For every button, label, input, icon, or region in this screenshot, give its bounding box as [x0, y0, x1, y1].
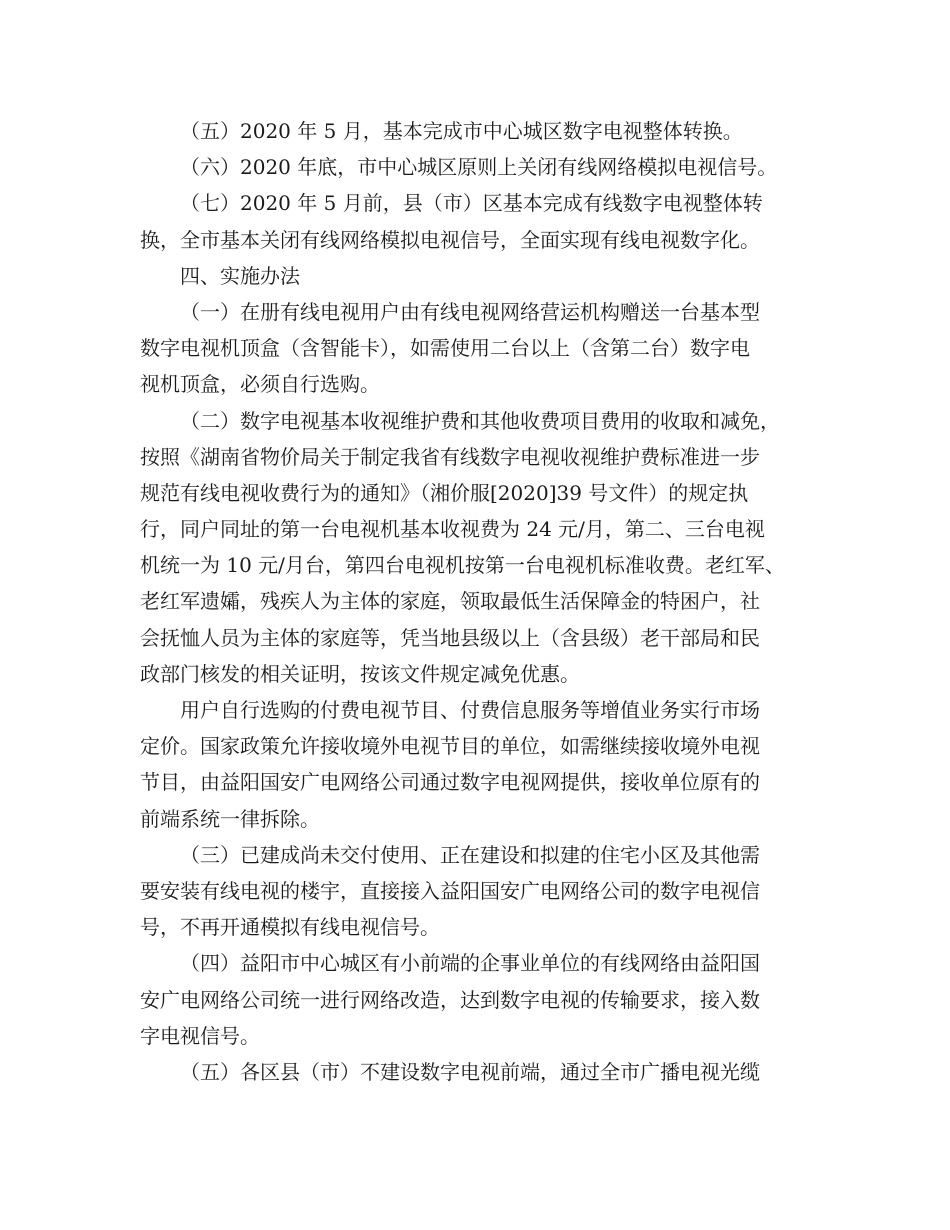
text-line: 四、实施办法 — [180, 263, 300, 288]
text-line: 数字电视机顶盒（含智能卡），如需使用二台以上（含第二台）数字电 — [140, 336, 750, 361]
text-line: 按照《湖南省物价局关于制定我省有线数字电视收视维护费标准进一步 — [140, 444, 760, 469]
text-line: （三）已建成尚未交付使用、正在建设和拟建的住宅小区及其他需 — [180, 842, 760, 867]
text-line: 会抚恤人员为主体的家庭等，凭当地县级以上（含县级）老干部局和民 — [140, 625, 760, 650]
text-line: 号，不再开通模拟有线电视信号。 — [140, 915, 440, 940]
text-line: 要安装有线电视的楼宇，直接接入益阳国安广电网络公司的数字电视信 — [140, 878, 760, 903]
text-line: 字电视信号。 — [140, 1023, 260, 1048]
text-line: 行，同户同址的第一台电视机基本收视费为 24 元/月，第二、三台电视 — [140, 517, 765, 542]
document-body — [140, 113, 820, 1090]
text-line: （一）在册有线电视用户由有线电视网络营运机构赠送一台基本型 — [180, 299, 760, 324]
text-line: 定价。国家政策允许接收境外电视节目的单位，如需继续接收境外电视 — [140, 734, 760, 759]
text-line: 规范有线电视收费行为的通知》（湘价服[2020]39 号文件）的规定执 — [140, 480, 749, 505]
text-line: （七）2020 年 5 月前，县（市）区基本完成有线数字电视整体转 — [180, 191, 763, 216]
text-line: 视机顶盒，必须自行选购。 — [140, 372, 380, 397]
text-line: （五）2020 年 5 月，基本完成市中心城区数字电视整体转换。 — [180, 119, 743, 143]
text-line: 安广电网络公司统一进行网络改造，达到数字电视的传输要求，接入数 — [140, 987, 760, 1012]
text-line: （四）益阳市中心城区有小前端的企事业单位的有线网络由益阳国 — [180, 951, 760, 976]
text-line: 用户自行选购的付费电视节目、付费信息服务等增值业务实行市场 — [180, 698, 760, 722]
text-line: （五）各区县（市）不建设数字电视前端，通过全市广播电视光缆 — [180, 1059, 760, 1084]
text-line: 换，全市基本关闭有线网络模拟电视信号，全面实现有线电视数字化。 — [140, 227, 760, 252]
text-line: 节目，由益阳国安广电网络公司通过数字电视网提供，接收单位原有的 — [140, 770, 760, 795]
text-line: （六）2020 年底，市中心城区原则上关闭有线网络模拟电视信号。 — [180, 155, 778, 180]
text-line: 老红军遗孀，残疾人为主体的家庭，领取最低生活保障金的特困户，社 — [140, 589, 760, 614]
text-line: （二）数字电视基本收视维护费和其他收费项目费用的收取和减免， — [180, 408, 780, 433]
text-line: 政部门核发的相关证明，按该文件规定减免优惠。 — [140, 661, 580, 686]
text-line: 机统一为 10 元/月台，第四台电视机按第一台电视机标准收费。老红军、 — [140, 553, 785, 578]
text-line: 前端系统一律拆除。 — [140, 806, 320, 831]
